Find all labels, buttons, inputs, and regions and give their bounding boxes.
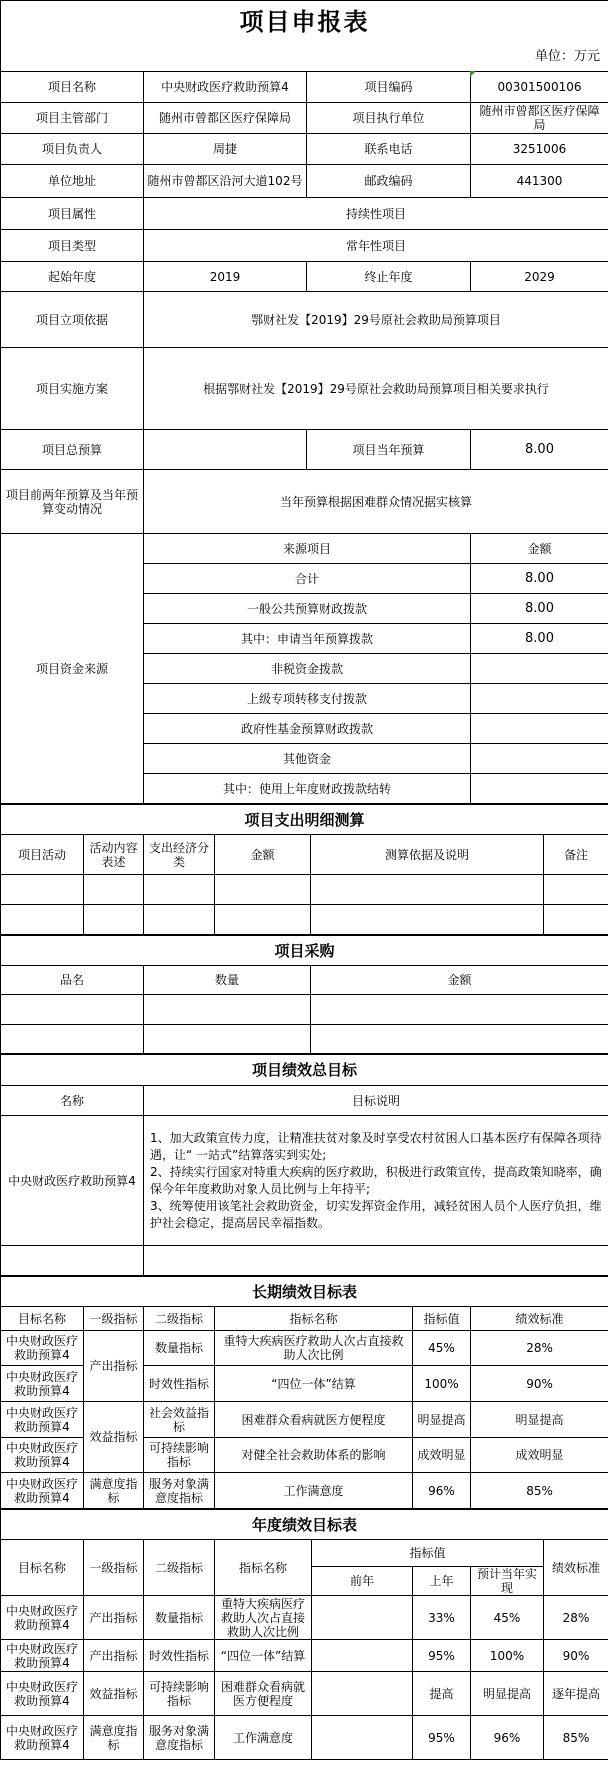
unit-label: 单位：万元	[1, 44, 608, 72]
annual-header: 目标名称	[1, 1540, 84, 1596]
zip-label: 邮政编码	[307, 165, 471, 198]
exec-value: 随州市曾都区医疗保障局	[471, 103, 608, 134]
long-term-header: 二级指标	[144, 1307, 215, 1331]
row-indicator: 重特大疾病医疗救助人次占直接救助人次比例	[215, 1331, 413, 1366]
annual-header-current: 预计当年实现	[471, 1567, 544, 1596]
form-title: 项目申报表	[1, 1, 608, 44]
long-term-header: 指标值	[413, 1307, 471, 1331]
row-target: 中央财政医疗救助预算4	[1, 1366, 84, 1402]
fund-source-label: 项目资金来源	[1, 534, 144, 804]
attr-value: 持续性项目	[144, 198, 608, 230]
row-standard: 成效明显	[471, 1438, 608, 1473]
total-budget-label: 项目总预算	[1, 430, 144, 470]
leader-label: 项目负责人	[1, 134, 144, 165]
row-standard: 90%	[544, 1640, 608, 1672]
total-budget	[144, 430, 307, 470]
row-indicator: “四位一体”结算	[215, 1640, 312, 1672]
row-indicator: 困难群众看病就医方便程度	[215, 1672, 312, 1716]
row-target: 中央财政医疗救助预算4	[1, 1438, 84, 1473]
row-prev2	[312, 1596, 413, 1640]
fund-row-amount	[471, 684, 608, 714]
expense-header: 金额	[215, 835, 311, 875]
fund-row-name: 其中：申请当年预算拨款	[144, 624, 471, 654]
annual-header: 绩效标准	[544, 1540, 608, 1596]
row-level1: 效益指标	[84, 1672, 144, 1716]
row-current: 明显提高	[471, 1672, 544, 1716]
row-prev1: 33%	[413, 1596, 471, 1640]
long-term-header: 目标名称	[1, 1307, 84, 1331]
procurement-empty-row	[1, 1025, 608, 1054]
expense-header: 备注	[544, 835, 608, 875]
expense-header: 支出经济分类	[144, 835, 215, 875]
annual-table	[0, 1509, 608, 1760]
annual-row	[1, 1596, 608, 1640]
row-prev2	[312, 1716, 413, 1760]
row-target: 中央财政医疗救助预算4	[1, 1640, 84, 1672]
project-code-label: 项目编码	[307, 72, 471, 103]
row-value: 45%	[413, 1331, 471, 1366]
procurement-header: 数量	[144, 966, 311, 995]
fund-row-name: 一般公共预算财政拨款	[144, 594, 471, 624]
fund-row-name: 非税资金拨款	[144, 654, 471, 684]
fund-row-name: 政府性基金预算财政拨款	[144, 714, 471, 744]
procurement-empty-row	[1, 995, 608, 1025]
address-value: 随州市曾都区沿河大道102号	[144, 165, 307, 198]
row-target: 中央财政医疗救助预算4	[1, 1716, 84, 1760]
row-prev1: 提高	[413, 1672, 471, 1716]
type-label: 项目类型	[1, 230, 144, 262]
row-prev2	[312, 1640, 413, 1672]
fund-row-name: 合计	[144, 564, 471, 594]
fund-row-name: 其中：使用上年度财政拨款结转	[144, 774, 471, 804]
phone-label: 联系电话	[307, 134, 471, 165]
fund-row-amount	[471, 774, 608, 804]
long-term-row	[1, 1473, 608, 1509]
row-current: 45%	[471, 1596, 544, 1640]
row-current: 100%	[471, 1640, 544, 1672]
perf-desc-line: 1、加大政策宣传力度，让精准扶贫对象及时享受农村贫困人口基本医疗有保障各项待遇，让“ 一站式”结算落实到实处;	[150, 1130, 602, 1162]
annual-row	[1, 1640, 608, 1672]
row-level1: 满意度指标	[84, 1473, 144, 1509]
perf-total-section-title: 项目绩效总目标	[1, 1055, 608, 1086]
row-indicator: 工作满意度	[215, 1716, 312, 1760]
annual-header-value-group: 指标值	[312, 1540, 544, 1567]
fund-row-amount	[471, 714, 608, 744]
row-level1: 产出指标	[84, 1640, 144, 1672]
expense-empty-row	[1, 905, 608, 935]
row-level1: 满意度指标	[84, 1716, 144, 1760]
row-target: 中央财政医疗救助预算4	[1, 1402, 84, 1438]
row-target: 中央财政医疗救助预算4	[1, 1331, 84, 1366]
annual-header-prev1: 上年	[413, 1567, 471, 1596]
start-year-label: 起始年度	[1, 262, 144, 292]
annual-section-title: 年度绩效目标表	[1, 1510, 608, 1540]
attr-label: 项目属性	[1, 198, 144, 230]
fund-header-source: 来源项目	[144, 534, 471, 564]
row-standard: 28%	[544, 1596, 608, 1640]
row-current: 96%	[471, 1716, 544, 1760]
long-term-header: 一级指标	[84, 1307, 144, 1331]
leader-value: 周捷	[144, 134, 307, 165]
row-level2: 服务对象满意度指标	[144, 1473, 215, 1509]
perf-name-header: 名称	[1, 1086, 144, 1116]
expense-section-title: 项目支出明细测算	[1, 805, 608, 835]
row-standard: 85%	[471, 1473, 608, 1509]
annual-row	[1, 1716, 608, 1760]
row-level2: 可持续影响指标	[144, 1438, 215, 1473]
row-indicator: “四位一体”结算	[215, 1366, 413, 1402]
long-term-table	[0, 1276, 608, 1509]
perf-total-description	[144, 1116, 608, 1246]
annual-header: 指标名称	[215, 1540, 312, 1596]
application-table	[0, 0, 608, 804]
perf-total-table	[0, 1054, 608, 1276]
row-standard: 逐年提高	[544, 1672, 608, 1716]
row-value: 成效明显	[413, 1438, 471, 1473]
start-year: 2019	[144, 262, 307, 292]
row-prev1: 95%	[413, 1640, 471, 1672]
procurement-header: 金额	[311, 966, 608, 995]
row-level2: 数量指标	[144, 1331, 215, 1366]
fund-row-amount	[471, 744, 608, 774]
basis-value: 鄂财社发【2019】29号原社会救助局预算项目	[144, 292, 608, 348]
fund-row-name: 其他资金	[144, 744, 471, 774]
expense-header: 测算依据及说明	[311, 835, 544, 875]
dept-value: 随州市曾都区医疗保障局	[144, 103, 307, 134]
year-budget: 8.00	[471, 430, 608, 470]
exec-label: 项目执行单位	[307, 103, 471, 134]
row-standard: 明显提高	[471, 1402, 608, 1438]
row-level2: 社会效益指标	[144, 1402, 215, 1438]
annual-header: 二级指标	[144, 1540, 215, 1596]
row-target: 中央财政医疗救助预算4	[1, 1672, 84, 1716]
fund-row-amount: 8.00	[471, 624, 608, 654]
row-level2: 可持续影响指标	[144, 1672, 215, 1716]
end-year: 2029	[471, 262, 608, 292]
row-standard: 28%	[471, 1331, 608, 1366]
row-value: 明显提高	[413, 1402, 471, 1438]
row-indicator: 工作满意度	[215, 1473, 413, 1509]
perf-desc-line: 3、统筹使用该笔社会救助资金，切实发挥资金作用，减轻贫困人员个人医疗负担，维护社会稳定，提高居民幸福指数。	[150, 1198, 602, 1230]
dept-label: 项目主管部门	[1, 103, 144, 134]
basis-label: 项目立项依据	[1, 292, 144, 348]
row-value: 96%	[413, 1473, 471, 1509]
procurement-header: 品名	[1, 966, 144, 995]
zip-value: 441300	[471, 165, 608, 198]
budget-change-value: 当年预算根据困难群众情况据实核算	[144, 470, 608, 534]
annual-header-prev2: 前年	[312, 1567, 413, 1596]
row-standard: 90%	[471, 1366, 608, 1402]
expense-empty-row	[1, 875, 608, 905]
type-value: 常年性项目	[144, 230, 608, 262]
fund-row-amount	[471, 654, 608, 684]
end-year-label: 终止年度	[307, 262, 471, 292]
plan-value: 根据鄂财社发【2019】29号原社会救助局预算项目相关要求执行	[144, 348, 608, 430]
row-level2: 数量指标	[144, 1596, 215, 1640]
project-name: 中央财政医疗救助预算4	[144, 72, 307, 103]
row-indicator: 对健全社会救助体系的影响	[215, 1438, 413, 1473]
perf-empty-row	[1, 1246, 608, 1276]
row-indicator: 重特大疾病医疗救助人次占直接救助人次比例	[215, 1596, 312, 1640]
phone-value: 3251006	[471, 134, 608, 165]
row-level2: 时效性指标	[144, 1366, 215, 1402]
row-level2: 服务对象满意度指标	[144, 1716, 215, 1760]
project-code: 00301500106	[471, 72, 608, 103]
row-level1: 产出指标	[84, 1596, 144, 1640]
row-value: 100%	[413, 1366, 471, 1402]
row-standard: 85%	[544, 1716, 608, 1760]
plan-label: 项目实施方案	[1, 348, 144, 430]
expense-header: 活动内容表述	[84, 835, 144, 875]
perf-desc-line: 2、持续实行国家对特重大疾病的医疗救助，积极进行政策宣传，提高政策知晓率，确保今年年度救助对象人员比例与上年持平;	[150, 1164, 602, 1196]
long-term-header: 指标名称	[215, 1307, 413, 1331]
row-prev1: 95%	[413, 1716, 471, 1760]
fund-row-name: 上级专项转移支付拨款	[144, 684, 471, 714]
perf-desc-header: 目标说明	[144, 1086, 608, 1116]
row-indicator: 困难群众看病就医方便程度	[215, 1402, 413, 1438]
address-label: 单位地址	[1, 165, 144, 198]
annual-header: 一级指标	[84, 1540, 144, 1596]
row-level1: 效益指标	[84, 1402, 144, 1473]
row-prev2	[312, 1672, 413, 1716]
long-term-header: 绩效标准	[471, 1307, 608, 1331]
row-level2: 时效性指标	[144, 1640, 215, 1672]
expense-header: 项目活动	[1, 835, 84, 875]
long-term-row	[1, 1331, 608, 1366]
perf-total-name: 中央财政医疗救助预算4	[1, 1116, 144, 1246]
long-term-section-title: 长期绩效目标表	[1, 1277, 608, 1307]
fund-row-amount: 8.00	[471, 594, 608, 624]
fund-header-amount: 金额	[471, 534, 608, 564]
fund-row-amount: 8.00	[471, 564, 608, 594]
year-budget-label: 项目当年预算	[307, 430, 471, 470]
procurement-table	[0, 935, 608, 1054]
annual-row	[1, 1672, 608, 1716]
project-name-label: 项目名称	[1, 72, 144, 103]
cell-comment-marker	[470, 71, 476, 77]
row-target: 中央财政医疗救助预算4	[1, 1596, 84, 1640]
expense-detail-table	[0, 804, 608, 935]
budget-change-label: 项目前两年预算及当年预算变动情况	[1, 470, 144, 534]
row-level1: 产出指标	[84, 1331, 144, 1402]
row-target: 中央财政医疗救助预算4	[1, 1473, 84, 1509]
procurement-section-title: 项目采购	[1, 936, 608, 966]
long-term-row	[1, 1402, 608, 1438]
